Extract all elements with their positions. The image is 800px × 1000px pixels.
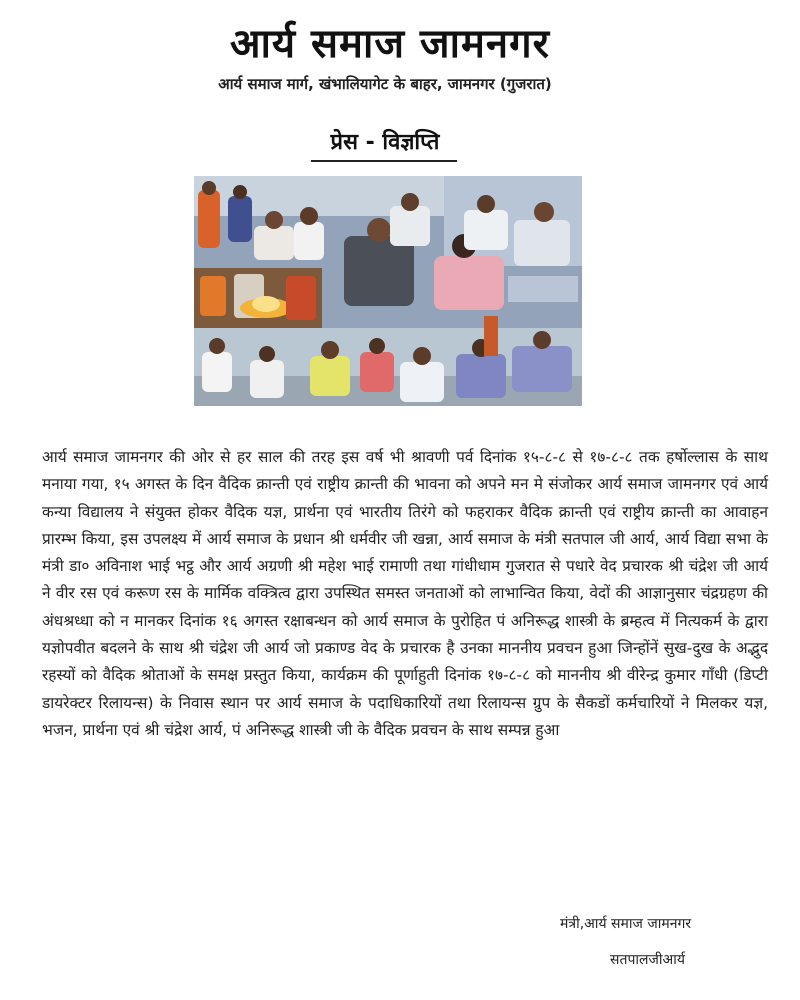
photo-collage-illustration bbox=[194, 176, 582, 406]
heading-underline bbox=[311, 160, 457, 162]
havan-photo-inset bbox=[194, 268, 322, 328]
event-photo-collage bbox=[194, 176, 582, 406]
page-title: आर्य समाज जामनगर bbox=[230, 21, 550, 67]
audience-photo-bottom bbox=[194, 316, 582, 406]
signatory-designation: मंत्री,आर्य समाज जामनगर bbox=[560, 916, 692, 932]
document-heading: प्रेस - विज्ञप्ति bbox=[330, 130, 440, 155]
signatory-name: सतपालजीआर्य bbox=[610, 952, 685, 968]
organization-address: आर्य समाज मार्ग, खंभालियागेट के बाहर, जामनगर (गुजरात) bbox=[218, 75, 552, 93]
press-release-body: आर्य समाज जामनगर की ओर से हर साल की तरह इस वर्ष भी श्रावणी पर्व दिनांक १५-८-८ से १७-८-८ तक हर्षोल्लास के साथ मनाया गया, १५ अगस्त के दिन वैदिक क्रान्ती एवं राष्ट्रीय क्रान्ती की भावना को अपने मन मे संजोकर आर्य समाज जामनगर एवं आर्य कन्या विद्यालय ने संयुक्त होकर वैदिक यज्ञ, प्रार्थना एवं भारतीय तिरंगे को फहराकर वैदिक क्रान्ती एवं राष्ट्रीय क्रान्ती का आवाहन प्रारम्भ किया, इस उपलक्ष्य में आर्य समाज के प्रधान श्री धर्मवीर जी खन्ना, आर्य समाज के मंत्री सतपाल जी आर्य, आर्य विद्या सभा के मंत्री डा० अविनाश भाई भट्ठ और आर्य अग्रणी श्री महेश भाई रामाणी तथा गांधीधाम गुजरात से पधारे वेद प्रचारक श्री चंद्रेश जी आर्य ने वीर रस एवं करूण रस के मार्मिक वक्त्रित्व द्वारा उपस्थित समस्त जनताओं को लाभान्वित किया, वेदों की आज्ञानुसार चंद्रग्रहण की अंधश्रध्धा को न मानकर दिनांक १६ अगस्त रक्षाबन्धन को आर्य समाज के पुरोहित पं अनिरूद्ध शास्त्री के ब्रम्हत्व में नित्यकर्म के द्वारा यज्ञोपवीत बदलने के साथ श्री चंद्रेश जी आर्य जो प्रकाण्ड वेद के प्रचारक है उनका माननीय प्रवचन हुआ जिन्होंनें सुख-दुख के अद्भुद रहस्यों को वैदिक श्रोताओं के समक्ष प्रस्तुत किया, कार्यक्रम की पूर्णाहुती दिनांक १७-८-८ को माननीय श्री वीरेन्द्र कुमार गाँधी (डिप्टी डायरेक्टर रिलायन्स) के निवास स्थान पर आर्य समाज के पदाधिकारियों तथा रिलायन्स ग्रुप के सैकडों कर्मचारियों ने मिलकर यज्ञ, भजन, प्रार्थना एवं श्री चंद्रेश आर्य, पं अनिरूद्ध शास्त्री जी के वैदिक प्रवचन के साथ सम्पन्न हुआ bbox=[42, 448, 768, 739]
